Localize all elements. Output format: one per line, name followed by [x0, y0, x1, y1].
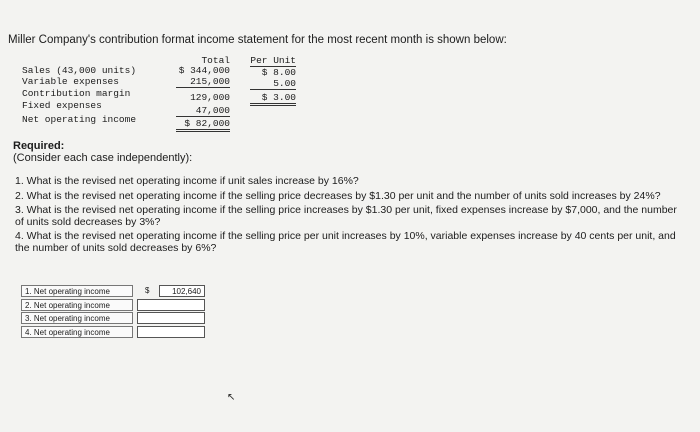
answer-input-4[interactable] [137, 326, 205, 338]
income-statement [18, 55, 300, 135]
answer-row-4 [21, 326, 207, 340]
stmt-label-fixed: Fixed expenses [22, 100, 102, 111]
stmt-label-variable: Variable expenses [22, 76, 119, 87]
answer-input-3[interactable] [137, 312, 205, 324]
stmt-total-sales: $ 344,000 [178, 65, 230, 76]
stmt-label-sales: Sales (43,000 units) [22, 65, 137, 76]
header-total: Total [201, 55, 230, 66]
stmt-total-contribution: 129,000 [190, 92, 230, 103]
mouse-cursor-icon: ↖ [227, 392, 236, 403]
question-4: 4. What is the revised net operating income if the selling price per unit increases by 10%, variable expenses increase by 40 cents per unit, and the number of units sold decreases by 6%? [15, 230, 676, 254]
stmt-label-noi: Net operating income [22, 114, 137, 125]
answer-label-1: 1. Net operating income [21, 285, 133, 297]
question-2: 2. What is the revised net operating income if the selling price decreases by $1.30 per unit and the number of units sold increases by 24%? [15, 189, 661, 202]
answer-row-1 [21, 285, 207, 299]
stmt-unit-sales: $ 8.00 [261, 67, 296, 78]
answer-currency-1: $ [145, 286, 150, 295]
question-1: 1. What is the revised net operating income if unit sales increase by 16%? [15, 175, 359, 187]
answer-table [21, 285, 207, 339]
header-per-unit: Per Unit [250, 55, 296, 66]
answer-row-2 [21, 299, 207, 313]
stmt-total-noi: $ 82,000 [176, 118, 230, 132]
question-3: 3. What is the revised net operating income if the selling price increases by $1.30 per unit, fixed expenses increase by $7,000, and the number of units sold decreases by 3%? [15, 204, 677, 228]
stmt-label-contribution: Contribution margin [22, 88, 131, 99]
stmt-total-variable: 215,000 [176, 76, 230, 88]
problem-intro: Miller Company's contribution format income statement for the most recent month is shown below: [8, 34, 507, 46]
required-note: (Consider each case independently): [13, 152, 193, 164]
answer-input-1[interactable]: 102,640 [159, 285, 205, 297]
required-heading: Required: [13, 140, 65, 152]
stmt-total-fixed: 47,000 [176, 105, 230, 117]
answer-label-3: 3. Net operating income [21, 312, 133, 324]
answer-label-2: 2. Net operating income [21, 299, 133, 311]
answer-row-3 [21, 312, 207, 326]
stmt-unit-variable: 5.00 [250, 78, 296, 90]
answer-label-4: 4. Net operating income [21, 326, 133, 338]
question-list [15, 176, 687, 257]
answer-input-2[interactable] [137, 299, 205, 311]
required-section [13, 140, 192, 164]
stmt-unit-contribution: $ 3.00 [250, 92, 296, 106]
